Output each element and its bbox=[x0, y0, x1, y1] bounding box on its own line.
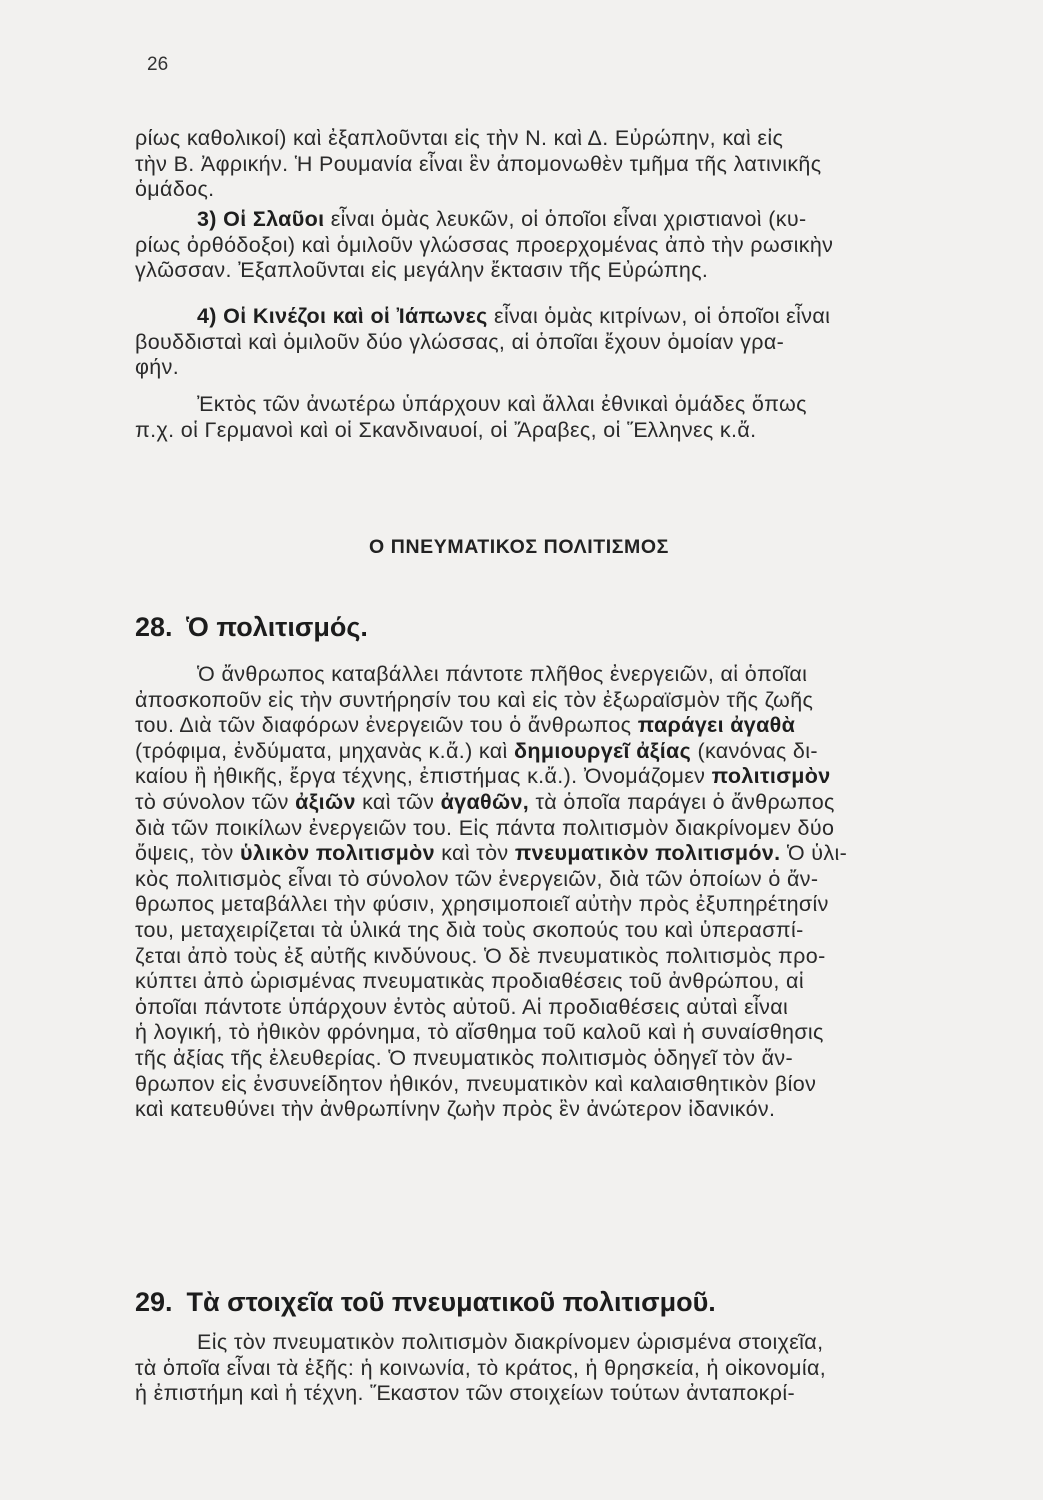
text-run: τὸ σύνολον τῶν bbox=[135, 789, 289, 814]
section-28-body bbox=[135, 662, 985, 1123]
text-line: ἡ ἐπιστήμη καὶ ἡ τέχνη. Ἕκαστον τῶν στοιχείων τούτων ἀνταποκρί- bbox=[135, 1381, 795, 1406]
list-item-number: 3) bbox=[197, 207, 217, 231]
section-number: 28. bbox=[135, 612, 173, 642]
text-run: καὶ τῶν bbox=[362, 789, 435, 814]
text-line: τῆς ἀξίας τῆς ἐλευθερίας. Ὁ πνευματικὸς πολιτισμὸς ὁδηγεῖ τὸν ἄν- bbox=[135, 1045, 793, 1070]
list-item-text: εἶναι ὁμὰς κιτρίνων, οἱ ὁποῖοι εἶναι bbox=[494, 304, 831, 328]
text-line: ρίως ὀρθόδοξοι) καὶ ὁμιλοῦν γλώσσας προερχομένας ἀπὸ τὴν ρωσικὴν bbox=[135, 232, 834, 257]
text-line: φήν. bbox=[135, 355, 180, 380]
text-run: καίου ἢ ἠθικῆς, ἔργα τέχνης, ἐπιστήμας κ.ἄ.). Ὀνομάζομεν bbox=[135, 764, 706, 789]
bold-term: ἀγαθῶν, bbox=[440, 789, 530, 814]
text-line: Ἐκτὸς τῶν ἀνωτέρω ὑπάρχουν καὶ ἄλλαι ἐθνικαὶ ὁμάδες ὅπως bbox=[197, 392, 807, 416]
text-run: (τρόφιμα, ἐνδύματα, μηχανὰς κ.ἄ.) καὶ bbox=[135, 738, 508, 763]
section-number: 29. bbox=[135, 1287, 173, 1317]
text-line: π.χ. οἱ Γερμανοὶ καὶ οἱ Σκανδιναυοί, οἱ Ἄραβες, οἱ Ἕλληνες κ.ἄ. bbox=[135, 417, 757, 442]
text-line: κύπτει ἀπὸ ὡρισμένας πνευματικὰς προδιαθέσεις τοῦ ἀνθρώπου, αἱ bbox=[135, 969, 804, 994]
section-29-body bbox=[135, 1330, 985, 1407]
text-line: ὁποῖαι πάντοτε ὑπάρχουν ἐντὸς αὐτοῦ. Αἱ προδιαθέσεις αὐταὶ εἶναι bbox=[135, 994, 789, 1019]
text-line: Ὁ ἄνθρωπος καταβάλλει πάντοτε πλῆθος ἐνεργειῶν, αἱ ὁποῖαι bbox=[197, 662, 808, 686]
bold-term: δημιουργεῖ ἀξίας bbox=[514, 738, 692, 763]
text-line: του, μεταχειρίζεται τὰ ὑλικά της διὰ τοὺς σκοπούς του καὶ ὑπερασπί- bbox=[135, 917, 804, 942]
text-run: ὄψεις, τὸν bbox=[135, 841, 234, 866]
bold-term: πνευματικὸν πολιτισμόν. bbox=[514, 841, 781, 866]
other-groups-paragraph bbox=[135, 392, 985, 443]
text-line: βουδδισταὶ καὶ ὁμιλοῦν δύο γλώσσας, αἱ ὁποῖαι ἔχουν ὁμοίαν γρα- bbox=[135, 329, 785, 354]
list-item-text: εἶναι ὁμὰς λευκῶν, οἱ ὁποῖοι εἶναι χριστιανοὶ (κυ- bbox=[330, 207, 807, 231]
text-run: καὶ τὸν bbox=[441, 841, 509, 866]
list-item-title: Οἱ Κινέζοι καὶ οἱ Ἰάπωνες bbox=[223, 304, 488, 328]
text-run: τὰ ὁποῖα παράγει ὁ ἄνθρωπος bbox=[535, 789, 835, 814]
bold-term: ἀξιῶν bbox=[295, 789, 356, 814]
text-line: ρίως καθολικοί) καὶ ἐξαπλοῦνται εἰς τὴν Ν. καὶ Δ. Εὐρώπην, καὶ εἰς bbox=[135, 126, 784, 150]
text-line: διὰ τῶν ποικίλων ἐνεργειῶν του. Εἰς πάντα πολιτισμὸν διακρίνομεν δύο bbox=[135, 815, 835, 840]
section-title: Ὁ πολιτισμός. bbox=[186, 612, 368, 642]
text-line bbox=[135, 739, 985, 765]
list-item-3 bbox=[135, 207, 985, 284]
bold-term: ὑλικὸν πολιτισμὸν bbox=[239, 841, 435, 866]
chapter-subheading: Ο ΠΝΕΥΜΑΤΙΚΟΣ ΠΟΛΙΤΙΣΜΟΣ bbox=[369, 536, 669, 558]
text-line: Εἰς τὸν πνευματικὸν πολιτισμὸν διακρίνομεν ὡρισμένα στοιχεῖα, bbox=[197, 1330, 824, 1354]
list-item-4 bbox=[135, 304, 985, 381]
bold-term: παράγει ἀγαθὰ bbox=[637, 713, 796, 738]
section-28-heading bbox=[135, 612, 368, 643]
text-line bbox=[135, 764, 985, 790]
text-line: τὴν Β. Ἀφρικήν. Ἡ Ρουμανία εἶναι ἓν ἀπομονωθὲν τμῆμα τῆς λατινικῆς bbox=[135, 151, 822, 176]
section-title: Τὰ στοιχεῖα τοῦ πνευματικοῦ πολιτισμοῦ. bbox=[186, 1287, 716, 1317]
section-29-heading bbox=[135, 1287, 716, 1318]
text-line bbox=[135, 713, 985, 739]
continuation-paragraph bbox=[135, 126, 985, 203]
text-run: (κανόνας δι- bbox=[697, 738, 818, 763]
bold-term: πολιτισμὸν bbox=[711, 764, 831, 789]
list-item-first-line bbox=[135, 304, 985, 330]
text-line: θρωπον εἰς ἐνσυνείδητον ἠθικόν, πνευματικὸν καὶ καλαισθητικὸν βίον bbox=[135, 1071, 817, 1096]
text-line: καὶ κατευθύνει τὴν ἀνθρωπίνην ζωὴν πρὸς ἓν ἀνώτερον ἰδανικόν. bbox=[135, 1097, 776, 1122]
text-line: ἀποσκοποῦν εἰς τὴν συντήρησίν του καὶ εἰς τὸν ἐξωραϊσμὸν τῆς ζωῆς bbox=[135, 687, 814, 712]
text-run: του. Διὰ τῶν διαφόρων ἐνεργειῶν του ὁ ἄνθρωπος bbox=[135, 713, 632, 738]
text-line: γλῶσσαν. Ἐξαπλοῦνται εἰς μεγάλην ἔκτασιν τῆς Εὐρώπης. bbox=[135, 258, 709, 283]
text-line bbox=[135, 790, 985, 816]
list-item-first-line bbox=[135, 207, 985, 233]
text-line: θρωπος μεταβάλλει τὴν φύσιν, χρησιμοποιεῖ αὐτὴν πρὸς ἐξυπηρέτησίν bbox=[135, 892, 829, 917]
list-item-number: 4) bbox=[197, 304, 217, 328]
text-line: ἡ λογική, τὸ ἠθικὸν φρόνημα, τὸ αἴσθημα τοῦ καλοῦ καὶ ἡ συναίσθησις bbox=[135, 1020, 824, 1045]
page-number: 26 bbox=[147, 54, 169, 75]
text-line: τὰ ὁποῖα εἶναι τὰ ἑξῆς: ἡ κοινωνία, τὸ κράτος, ἡ θρησκεία, ἡ οἰκονομία, bbox=[135, 1355, 827, 1380]
text-line bbox=[135, 841, 985, 867]
list-item-title: Οἱ Σλαῦοι bbox=[223, 207, 325, 231]
text-run: Ὁ ὑλι- bbox=[786, 841, 848, 866]
text-line: ζεται ἀπὸ τοὺς ἐξ αὐτῆς κινδύνους. Ὁ δὲ πνευματικὸς πολιτισμὸς προ- bbox=[135, 943, 826, 968]
text-line: κὸς πολιτισμὸς εἶναι τὸ σύνολον τῶν ἐνεργειῶν, διὰ τῶν ὁποίων ὁ ἄν- bbox=[135, 866, 819, 891]
text-line: ὁμάδος. bbox=[135, 177, 215, 202]
